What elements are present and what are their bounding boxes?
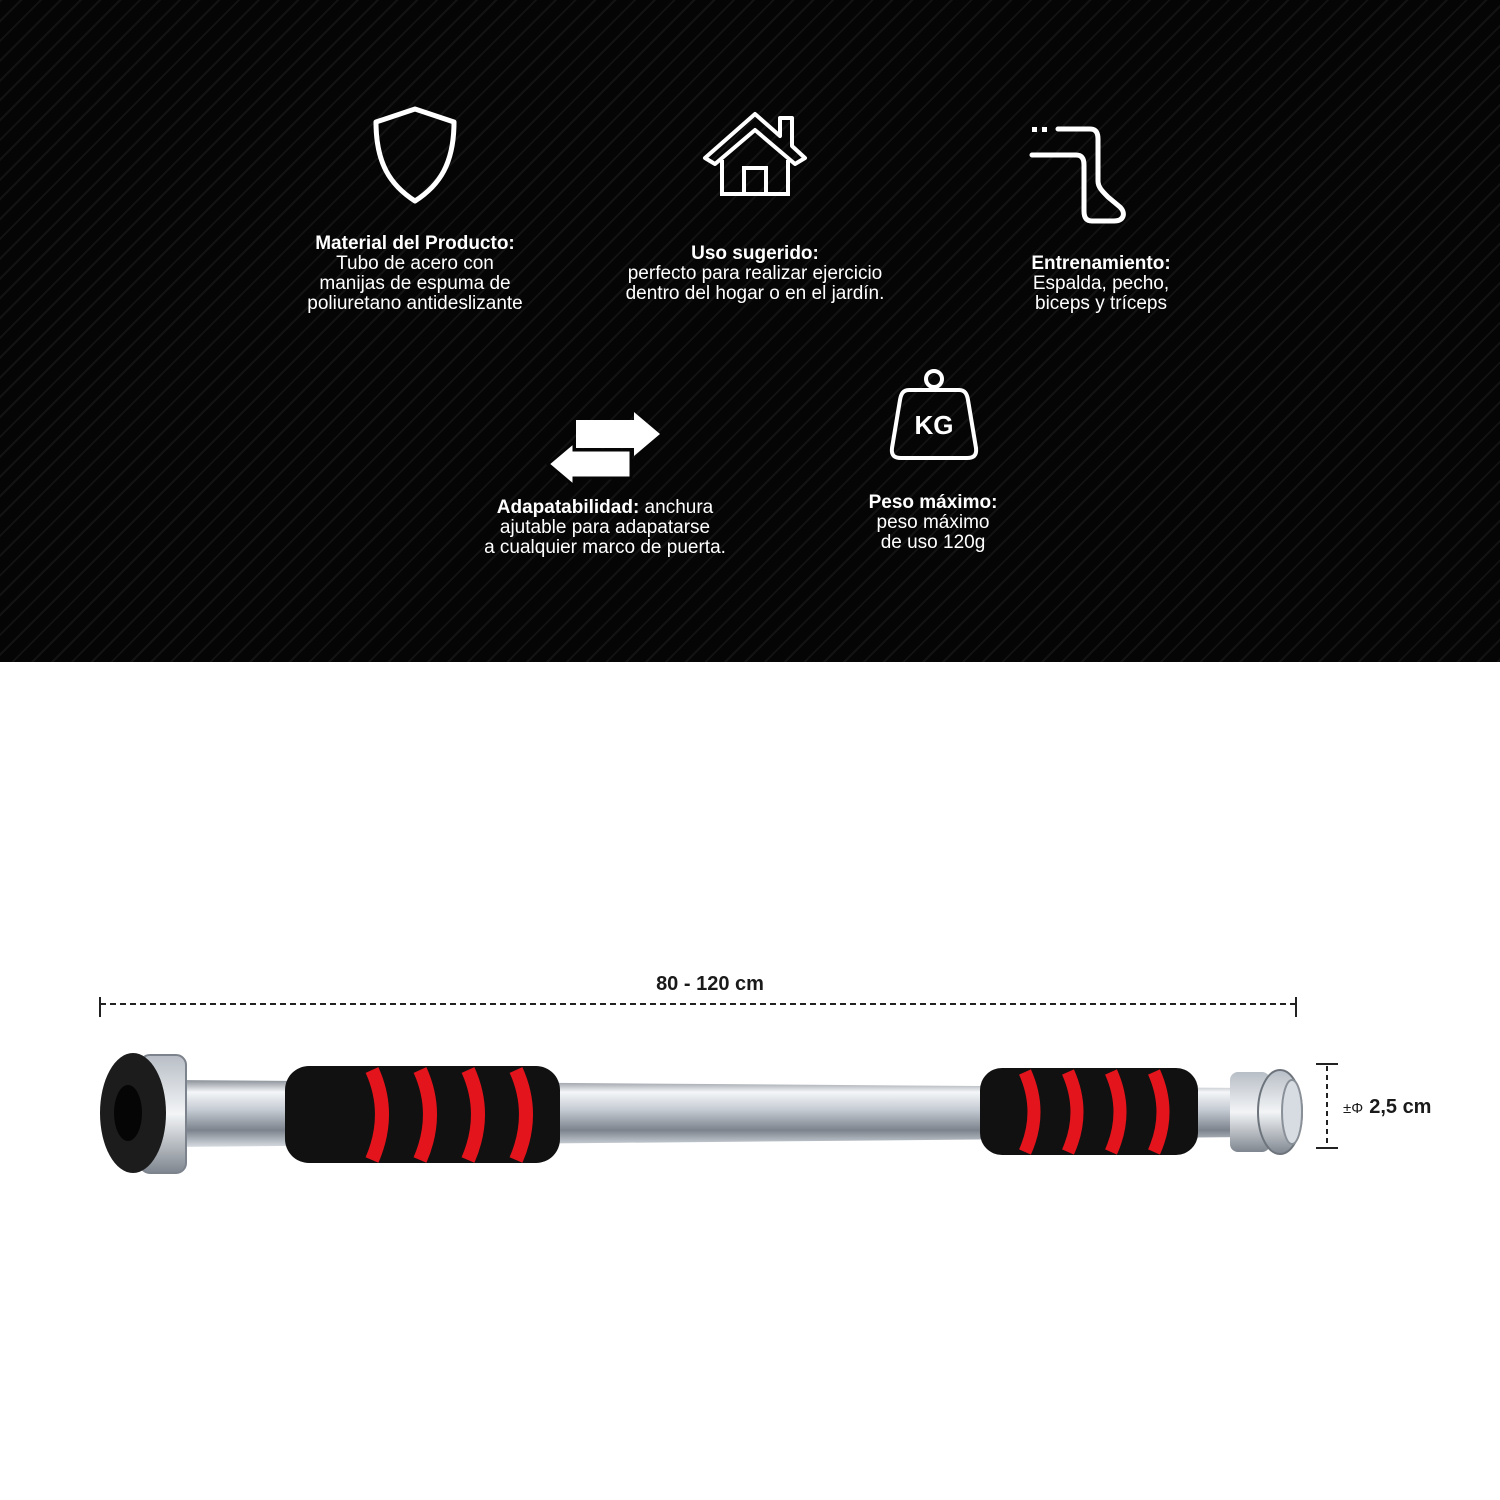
feature-adaptabilidad-title-rest: anchura <box>639 497 714 518</box>
feature-material-line: poliuretano antideslizante <box>307 293 523 314</box>
feature-material-line: Tubo de acero con <box>336 253 494 274</box>
length-dimension-line <box>100 997 1296 1017</box>
diameter-label <box>1343 1096 1431 1119</box>
diameter-dimension-line <box>1316 1064 1338 1148</box>
feature-peso-title: Peso máximo: <box>868 492 998 513</box>
feature-adaptabilidad-title: Adapatabilidad: <box>496 497 640 518</box>
feature-peso-line: de uso 120g <box>880 532 986 553</box>
right-foam-grip <box>980 1068 1198 1155</box>
feature-entrenamiento-title: Entrenamiento: <box>1031 253 1171 274</box>
length-label: 80 - 120 cm <box>656 973 764 995</box>
feature-entrenamiento-line: biceps y tríceps <box>1035 293 1167 314</box>
left-foam-grip <box>285 1066 560 1163</box>
feature-material-line: manijas de espuma de <box>319 273 511 294</box>
feature-uso-line: perfecto para realizar ejercicio <box>627 263 883 284</box>
kg-icon-label: KG <box>914 410 954 440</box>
feature-uso-title: Uso sugerido: <box>691 243 819 264</box>
feature-adaptabilidad-line: a cualquier marco de puerta. <box>484 537 726 558</box>
feature-uso-line: dentro del hogar o en el jardín. <box>625 283 885 304</box>
diameter-value: 2,5 cm <box>1369 1096 1432 1118</box>
right-end-cap <box>1230 1070 1302 1154</box>
feature-entrenamiento-line: Espalda, pecho, <box>1032 273 1170 294</box>
feature-material-title: Material del Producto: <box>315 233 515 254</box>
feature-adaptabilidad-line: ajutable para adapatarse <box>499 517 711 538</box>
left-end-cap <box>100 1053 186 1173</box>
feature-peso-line: peso máximo <box>876 512 990 533</box>
diameter-symbol: ±Φ <box>1343 1100 1364 1117</box>
